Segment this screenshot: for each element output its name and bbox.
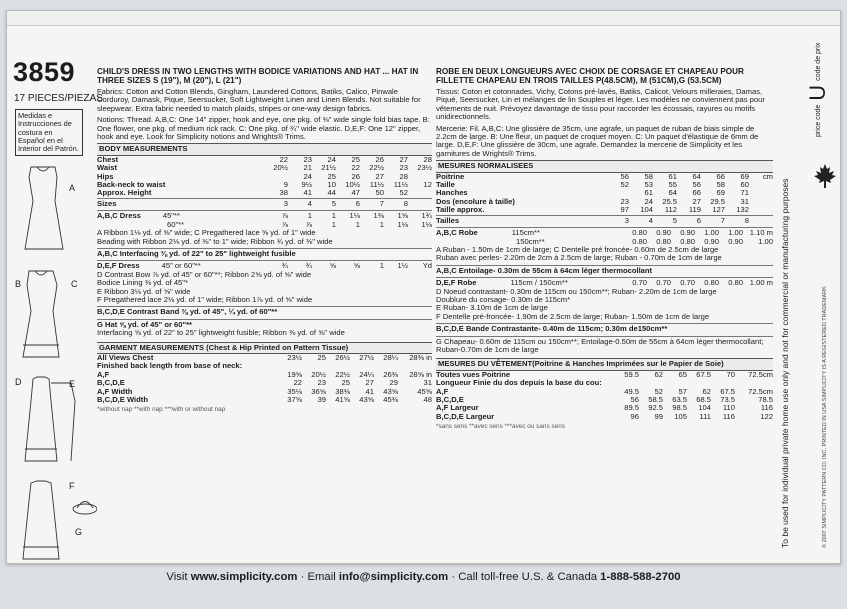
fr-title: ROBE EN DEUX LONGUEURS AVEC CHOIX DE CORSAGE ET CHAPEAU POUR FILLETTE CHAPEAU EN TROIS TAILLES P(48.5CM), M (51CM),G (53.5CM) [436,67,744,85]
fr-mercerie: Mercerie: Fil. A,B,C: Une glissière de 35cm, une agrafe, un paquet de ruban de biais simple de 2.2cm de large. B: Une fleur, un paquet de croquet moyen. C: Un paquet d'élastique de 6mm de large. D,E,F: Une glissière de 30cm, une agrafe. Demandez la mercerie de Simplicity et les garnitures de Wrights® Trims. [436,123,759,158]
en-garment-table: All Views Chest 23½ 25 26½ 27½ 28¼ 28⅜ in Finished back length from base of neck: A,F 19⅝ 20½ 22½ 24¼ 26⅜ 28⅝ in B,C,D,E 22 23 25 27 29 31 A,F Width 35⅛ 36⅝ 38⅜ 41 43⅝ 45⅝ B,C,D,E Width 37⅝ 39 41⅝ 43⅝ 45⅜ 48 [97,352,432,404]
table-row: Waist 20½ 21 21½ 22 22½ 23 23½ [97,163,432,173]
table-row: Hips 24 25 26 27 28 [97,171,408,181]
en-sizes-row: Sizes 3 4 5 6 7 8 [97,198,432,210]
table-row: Chest 22 23 24 25 26 27 28 [97,154,432,164]
fr-garment-table: Toutes vues Poitrine 59.5 62 65 67.5 70 72.5cm Longueur Finie du dos depuis la base du cou: A,F 49.5 52 57 62 67.5 72.5cm B,C,D,E 56 58.5 63.5 68.5 73.5 78.5 A,F Largeur 89.5 92.5 98.5 104 110 116 B,C,D,E Largeur 96 99 105 111 116 122 [436,369,773,421]
fr-body-header: MESURES NORMALISEES [436,160,773,172]
maple-leaf-svg [813,163,837,189]
view-drawings-svg [11,161,97,561]
pattern-number: 3859 [13,57,76,87]
fr-tissus: Tissus: Coton et cotonnades, Vichy, Cotons pré-lavés, Batiks, Calicot, Velours milleraies, Damas, Piqué, Seersucker, Lin et mélanges de lin Souples et léger. Les modèles ne conviennent pas pour vêtements de nuit. Prévoyez davantage de tissu pour raccorder les écossais, rayures ou motifs unidirectionnels. [436,87,765,122]
spanish-instructions-note: Medidas e Instrucciones de costura en Español en el Interior del Patrón. [15,109,83,156]
view-g-hat-drawing [73,504,97,514]
footer-email-label: · Email [300,571,336,583]
fr-def-metrage: D,E,F Robe 115cm / 150cm** 0.70 0.70 0.70 0.80 0.80 1.00 m D Noeud contrastant- 0.30m de 115cm ou 150cm**; Ruban- 2.20m de 1cm de large Doublure du corsage- 0.30m de 115cm* E Ruban- 3.10m de 1cm de large F Dentelle pré-froncée- 1.90m de 2.5cm de large; Ruban- 1.50m de 1cm de large [436,277,773,323]
maple-leaf-icon [813,163,837,194]
pieces-count: 17 PIECES/PIEZAS [14,93,103,104]
table-row: Approx. Height 38 41 44 47 50 52 [97,188,408,198]
en-notions: Notions: Thread. A,B,C: One 14" zipper, hook and eye, one pkg. of ⅜" wide single fold bias tape. B: One flower, one pkg. of medium rick rack. C: One pkg. of ¾" wide elastic. D,E,F: One 12" zipper, hook and eye. Look for Simplicity notions and Wrights® Trims. [97,115,430,142]
email-link[interactable]: info@simplicity.com [338,571,449,583]
en-body-header: BODY MEASUREMENTS [97,143,432,155]
view-label-e: E [69,379,76,389]
view-b-drawing [23,271,59,357]
en-nap-footnote: *without nap **with nap ***with or without nap [97,406,226,414]
fr-bcde-band: B,C,D,E Bande Contrastante- 0.40m de 115cm; 0.30m de150cm** [436,323,773,335]
view-label-d: D [15,377,22,387]
en-bcde-band: B,C,D,E Contrast Band ⅜ yd. of 45", ¼ yd. of 60"** [97,306,432,318]
table-row: Back-neck to waist 9 9½ 10 10½ 11½ 11½ 12 [97,180,432,190]
price-code-label-fr: code de prix [814,42,822,81]
en-body-table [97,156,432,198]
view-label-g: G [75,527,83,537]
view-d-drawing [25,377,57,461]
view-label-b: B [15,279,22,289]
website-link[interactable]: www.simplicity.com [190,571,298,583]
fr-g-chapeau: G Chapeau- 0.60m de 115cm ou 150cm**; Entoilage-0.50m de 55cm à 64cm léger thermocollant; Ruban-0.70m de 1cm de large [436,336,773,357]
en-def-yardage: D,E,F Dress 45" or 60"** ¾ ¾ ⅝ ⅝ 1 1½ Yd D Contrast Bow ⅞ yd. of 45" or 60"**; Ribbon 2⅝ yd. of ⅝" wide Bodice Lining ⅜ yd. of 45"* E Ribbon 3⅛ yd. of ⅝" wide F Pregathered lace 2⅛ yd. of 1" wide; Ribbon 1⅞ yd. of ⅝" wide [97,260,432,306]
view-label-f: F [69,481,75,491]
en-abc-yardage: A,B,C Dress 45"** ⅞ 1 1 1⅛ 1⅜ 1⅝ 1¾ 60"** ⅞ ⅞ 1 1 1 1⅛ 1⅛ A Ribbon 1⅛ yd. of ⅝" wide; C Pregathered lace ⅝ yd. of 1" wide Beading with Ribbon 2⅛ yd. of ⅜" to 1" wide; Ribbon ¾ yd. of ⅜" wide [97,210,432,248]
view-sketches [11,161,97,561]
en-title: CHILD'S DRESS IN TWO LENGTHS WITH BODICE VARIATIONS AND HAT ... HAT IN THREE SIZES S (19"), M (20"), L (21") [97,67,419,85]
phone-number[interactable]: 1-888-588-2700 [600,571,681,583]
view-label-a: A [69,183,76,193]
contact-footer [0,571,847,583]
english-column [97,67,432,415]
french-column [436,67,773,432]
fr-body-table: Poitrine 56 58 61 64 66 69 cm Taille 52 53 55 56 58 60 Hanches 61 64 66 69 71 Dos (encolure à taille) 23 24 25.5 27 29.5 31 Taille approx. 97 104 112 119 127 132 [436,171,773,215]
en-fabrics: Fabrics: Cotton and Cotton Blends, Gingham, Laundered Cottons, Batiks, Calico, Pinwale Corduroy, Damask, Pique, Seersucker, Soft Lightweight Linen and Linen Blends. Not suitable for sleepwear. Extra fabric needed to match plaids, stripes or one-way design fabrics. [97,87,421,113]
footer-toll-label: · Call toll-free U.S. & Canada [451,571,598,583]
footer-visit-label: Visit [166,571,188,583]
price-code-value: U [805,84,830,101]
price-code-label: price code [814,104,822,137]
fr-sizes-row: Tailles 3 4 5 6 7 8 [436,215,773,227]
envelope-top-strip [7,11,840,26]
en-g-hat: G Hat ⅝ yd. of 45" or 60"** Interfacing ⅝ yd. of 22" to 25" lightweight fusible; Ribbon ⅜ yd. of ⅝" wide [97,319,432,340]
fr-abc-metrage: A,B,C Robe 115cm** 0.80 0.90 0.90 1.00 1.00 1.10 m 150cm** 0.80 0.80 0.80 0.90 0.90 1.00 A Ruban - 1.50m de 1cm de large; C Dentelle pré froncée- 0.60m de 2.5cm de large Ruban avec perles- 2.20m de 2cm à 2.5cm de large; Ruban - 0.70m de 1cm de large [436,227,773,265]
home-use-notice: To be used for individual private home use only and not for commercial or manufacturing purposes [780,178,790,548]
fr-nap-footnote: *sans sens **avec sens ***avec ou sans sens [436,423,565,431]
view-label-c: C [71,279,78,289]
fr-garment-header: MESURES DU VÊTEMENT(Poitrine & Hanches Imprimées sur le Papier de Soie) [436,358,773,370]
fr-abc-entoilage: A,B,C Entoilage- 0.30m de 55cm à 64cm léger thermocollant [436,265,773,277]
copyright-notice: © 2007 SIMPLICITY PATTERN CO. INC. PRINTED IN USA SIMPLICITY IS A REGISTERED TRADEMARK [822,286,828,548]
en-abc-interfacing: A,B,C Interfacing ⅜ yd. of 22" to 25" lightweight fusible [97,248,432,260]
pattern-envelope-back [6,10,841,564]
view-a-drawing [25,167,63,249]
en-garment-header: GARMENT MEASUREMENTS (Chest & Hip Printed on Pattern Tissue) [97,342,432,354]
